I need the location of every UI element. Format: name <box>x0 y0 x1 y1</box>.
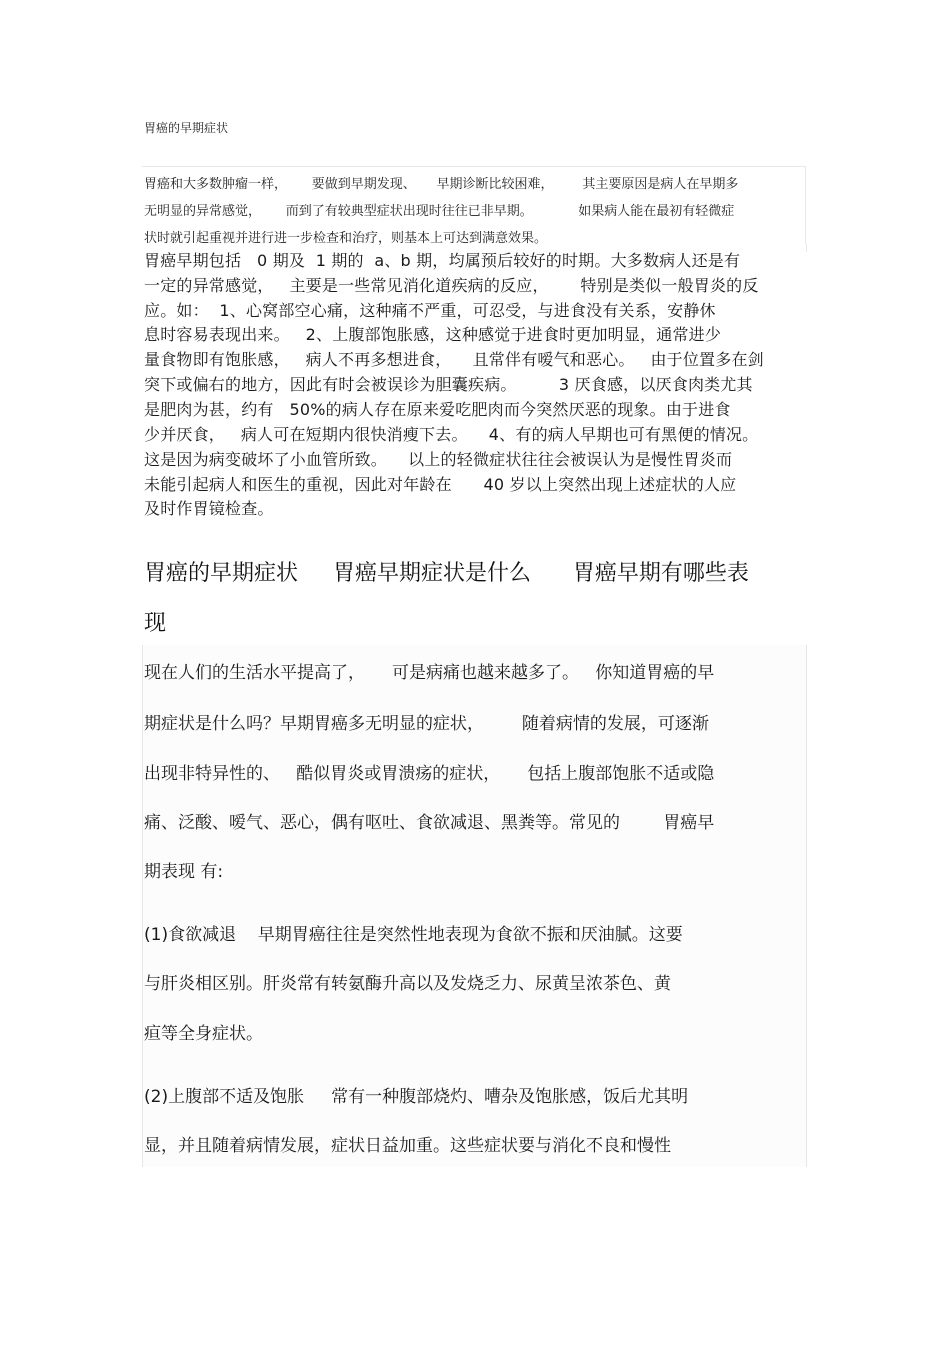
divider <box>806 244 807 252</box>
paragraph-line: 是肥肉为甚，约有 50%的病人存在原来爱吃肥肉而今突然厌恶的现象。由于进食 <box>144 400 731 419</box>
paragraph-line: 胃癌早期包括 0 期及 1 期的 a、b 期，均属预后较好的时期。大多数病人还是有 <box>144 251 741 270</box>
paragraph-line: 及时作胃镜检查。 <box>144 499 274 518</box>
paragraph-line: 一定的异常感觉， 主要是一些常见消化道疾病的反应， 特别是类似一般胃炎的反 <box>144 276 759 295</box>
paragraph-line: 量食物即有饱胀感， 病人不再多想进食， 且常伴有嗳气和恶心。 由于位置多在剑 <box>144 350 764 369</box>
intro-line: 胃癌和大多数肿瘤一样， 要做到早期发现、 早期诊断比较困难， 其主要原因是病人在早期多 <box>144 177 739 192</box>
paragraph-line: 期症状是什么吗？早期胃癌多无明显的症状， 随着病情的发展，可逐渐 <box>144 714 709 734</box>
paragraph-line: 少并厌食， 病人可在短期内很快消瘦下去。 4、有的病人早期也可有黑便的情况。 <box>144 425 759 444</box>
paragraph-line: (2)上腹部不适及饱胀 常有一种腹部烧灼、嘈杂及饱胀感，饭后尤其明 <box>144 1087 689 1107</box>
paragraph-line: 痛、泛酸、嗳气、恶心，偶有呕吐、食欲减退、黑粪等。常见的 胃癌早 <box>144 813 715 833</box>
paragraph-line: 息时容易表现出来。 2、上腹部饱胀感，这种感觉于进食时更加明显，通常进少 <box>144 325 722 344</box>
paragraph-line: 显，并且随着病情发展，症状日益加重。这些症状要与消化不良和慢性 <box>144 1136 671 1156</box>
paragraph-line: 与肝炎相区别。肝炎常有转氨酶升高以及发烧乏力、尿黄呈浓茶色、黄 <box>144 974 671 994</box>
paragraph-line: 疸等全身症状。 <box>144 1024 263 1044</box>
document-small-title: 胃癌的早期症状 <box>144 121 229 135</box>
paragraph-line: 未能引起病人和医生的重视，因此对年龄在 40 岁以上突然出现上述症状的人应 <box>144 475 737 494</box>
intro-line: 状时就引起重视并进行进一步检查和治疗，则基本上可达到满意效果。 <box>144 231 548 246</box>
paragraph-line: (1)食欲减退 早期胃癌往往是突然性地表现为食欲不振和厌油腻。这要 <box>144 925 683 945</box>
paragraph-line: 出现非特异性的、 酷似胃炎或胃溃疡的症状， 包括上腹部饱胀不适或隐 <box>144 764 715 784</box>
paragraph-line: 突下或偏右的地方，因此有时会被误诊为胆囊疾病。 3 厌食感，以厌食肉类尤其 <box>144 375 753 394</box>
paragraph-line: 这是因为病变破坏了小血管所致。 以上的轻微症状往往会被误认为是慢性胃炎而 <box>144 450 733 469</box>
paragraph-line: 应。如： 1、心窝部空心痛，这种痛不严重，可忍受，与进食没有关系，安静休 <box>144 301 716 320</box>
paragraph-line: 期表现 有: <box>144 862 224 882</box>
intro-line: 无明显的异常感觉， 而到了有较典型症状出现时往往已非早期。 如果病人能在最初有轻微症 <box>144 204 735 219</box>
section-heading: 现 <box>144 611 167 636</box>
section-heading: 胃癌的早期症状 胃癌早期症状是什么 胃癌早期有哪些表 <box>144 561 749 586</box>
paragraph-line: 现在人们的生活水平提高了， 可是病痛也越来越多了。 你知道胃癌的早 <box>144 663 715 683</box>
